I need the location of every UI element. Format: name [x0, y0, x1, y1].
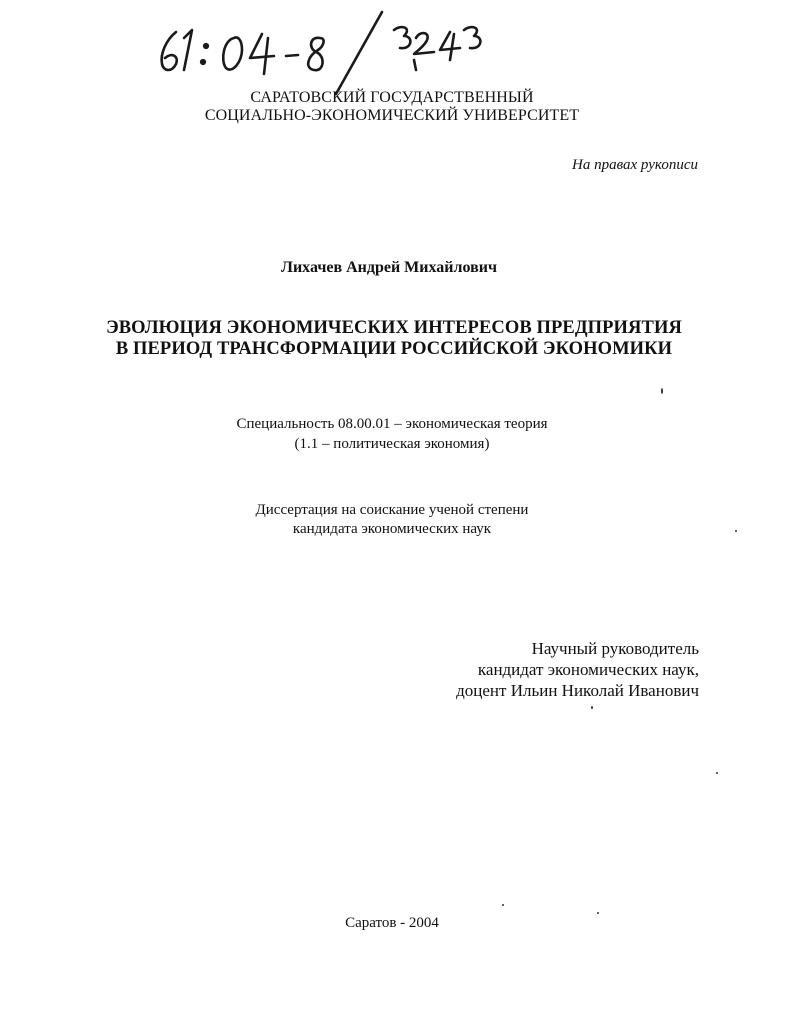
dissertation-title-line1: ЭВОЛЮЦИЯ ЭКОНОМИЧЕСКИХ ИНТЕРЕСОВ ПРЕДПРИЯТИЯ: [106, 318, 682, 338]
author-name: Лихачев Андрей Михайлович: [281, 259, 497, 276]
university-name-line1: САРАТОВСКИЙ ГОСУДАРСТВЕННЫЙ: [250, 89, 534, 106]
handwritten-archive-code: [150, 8, 490, 98]
scan-speck: [502, 904, 504, 906]
scan-speck: [661, 388, 663, 394]
advisor-name: доцент Ильин Николай Иванович: [456, 681, 699, 700]
specialty-line1: Специальность 08.00.01 – экономическая теория: [236, 416, 548, 432]
specialty-line2: (1.1 – политическая экономия): [294, 436, 490, 452]
scan-speck: [716, 772, 718, 774]
handwritten-code-drawing: [150, 8, 490, 98]
manuscript-rights-note: На правах рукописи: [572, 157, 698, 173]
dissertation-title-line2: В ПЕРИОД ТРАНСФОРМАЦИИ РОССИЙСКОЙ ЭКОНОМИКИ: [115, 339, 673, 359]
scan-speck: [735, 530, 737, 532]
university-name-line2: СОЦИАЛЬНО-ЭКОНОМИЧЕСКИЙ УНИВЕРСИТЕТ: [204, 107, 580, 124]
degree-statement-line2: кандидата экономических наук: [292, 521, 492, 537]
advisor-heading: Научный руководитель: [531, 639, 699, 658]
city-year: Саратов - 2004: [345, 915, 439, 931]
scan-speck: [597, 912, 599, 914]
scan-speck: [591, 706, 593, 709]
advisor-degree: кандидат экономических наук,: [477, 660, 699, 679]
degree-statement-line1: Диссертация на соискание ученой степени: [255, 502, 529, 518]
